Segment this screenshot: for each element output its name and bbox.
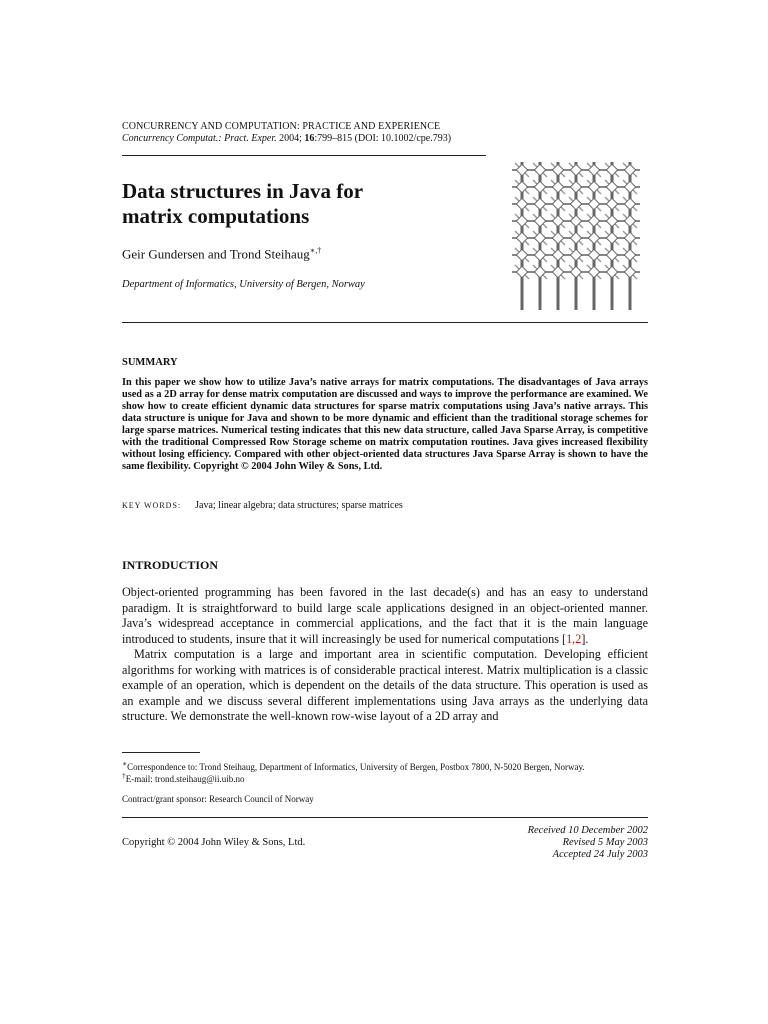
keywords-text: Java; linear algebra; data structures; sparse matrices (195, 500, 403, 511)
paper-title (122, 179, 452, 229)
citation-year: 2004; (279, 133, 302, 144)
matrix-grid-figure (508, 160, 648, 312)
title-line-1: Data structures in Java for (122, 179, 364, 203)
footnote-text-2: E-mail: trond.steihaug@ii.uib.no (125, 774, 245, 784)
footnote-mark-1: ∗ (122, 759, 128, 768)
citation-journal: Concurrency Computat.: Pract. Exper. (122, 133, 277, 144)
intro-paragraph-1 (122, 585, 648, 647)
author-marks: ∗,† (309, 246, 322, 255)
journal-citation (122, 133, 451, 144)
keywords (122, 500, 403, 511)
title-line-2: matrix computations (122, 204, 310, 228)
grant-sponsor: Contract/grant sponsor: Research Council of Norway (122, 794, 314, 804)
intro-p1-end: ]. (581, 631, 589, 646)
citation-volume: 16 (304, 133, 315, 144)
copyright: Copyright © 2004 John Wiley & Sons, Ltd. (122, 837, 306, 848)
reference-link-1[interactable]: 1 (566, 631, 573, 646)
title-rule (122, 322, 648, 323)
citation-doi: (DOI: 10.1002/cpe.793) (354, 133, 452, 144)
introduction-body (122, 585, 648, 725)
author-names: Geir Gundersen and Trond Steihaug (122, 246, 310, 262)
footnote-text-1: Correspondence to: Trond Steihaug, Department of Informatics, University of Bergen, Postbox 7800, N-5020 Bergen, Norway. (127, 762, 585, 772)
summary-text: In this paper we show how to utilize Java’s native arrays for matrix computations. The disadvantages of Java arrays used as a 2D array for dense matrix computation are discussed and ways to improve the performance are examined. We show how to create efficient dynamic data structures for sparse matrix computations using Java’s native arrays. This data structure is unique for Java and shown to be more dynamic and efficient than the traditional storage schemes for large sparse matrices. Numerical testing indicates that this new data structure, called Java Sparse Array, is competitive with the traditional Compressed Row Storage scheme on matrix computation routines. Java gives increased flexibility without losing efficiency. Compared with other object-oriented data structures Java Sparse Array is shown to have the same flexibility. Copyright © 2004 John Wiley & Sons, Ltd. (122, 377, 648, 472)
footnote-rule (122, 752, 200, 753)
intro-paragraph-2: Matrix computation is a large and important area in scientific computation. Developing efficient algorithms for working with matrices is of considerable practical interest. Matrix multiplication is a classic example of an operation, which is dependent on the details of the data structure. This operation is used as an example and we discuss several different implementations using Java arrays as the underlying data structure. We demonstrate the well-known row-wise layout of a 2D array and (122, 647, 648, 723)
journal-name: CONCURRENCY AND COMPUTATION: PRACTICE AND EXPERIENCE (122, 121, 441, 132)
header-rule (122, 155, 486, 156)
summary-heading: SUMMARY (122, 357, 178, 368)
footer-rule (122, 817, 648, 818)
received-date: Received 10 December 2002 (527, 825, 648, 836)
publication-dates (448, 825, 648, 861)
citation-pages: :799–815 (314, 133, 353, 144)
reference-link-2[interactable]: 2 (575, 631, 582, 646)
keywords-label: KEY WORDS: (122, 501, 182, 510)
affiliation: Department of Informatics, University of Bergen, Norway (122, 279, 365, 290)
introduction-heading: INTRODUCTION (122, 558, 219, 572)
footnote-mark-2: † (122, 771, 126, 780)
footnote-email (122, 771, 245, 784)
intro-p1-text: Object-oriented programming has been favored in the last decade(s) and has an easy to understand paradigm. It is straightforward to build large scale applications designed in an object-oriented manner. Java’s widespread acceptance in commercial applications, and the fact that it is the main language introduced to students, insure that it will increasingly be used for numerical computations [ (122, 585, 648, 646)
reference-separator: , (572, 631, 576, 646)
accepted-date: Accepted 24 July 2003 (552, 849, 648, 860)
revised-date: Revised 5 May 2003 (562, 837, 648, 848)
authors (122, 246, 321, 262)
